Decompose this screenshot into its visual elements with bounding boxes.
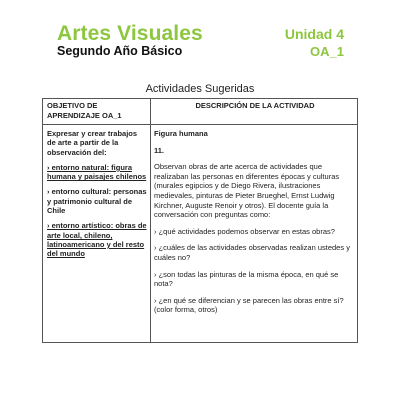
objective-item-natural: › entorno natural: figura humana y paisajes chilenos bbox=[47, 162, 147, 182]
activity-body: Observan obras de arte acerca de actividades que realizaban las personas en diferentes épocas y culturas (murales egipcios y de Diego Rivera, ilustraciones medievales, pinturas de Pieter Brueghel, Ernst Ludwig Kirchner, Auguste Renoir y otros). El docente guía la conversación con preguntas como: bbox=[154, 162, 340, 220]
activity-question-3: › ¿son todas las pinturas de la misma época, en qué se nota? bbox=[154, 269, 339, 289]
section-title: Actividades Sugeridas bbox=[145, 83, 255, 95]
objective-column-header: OBJETIVO DE APRENDIZAJE OA_1 bbox=[47, 101, 122, 120]
activities-table bbox=[42, 98, 358, 343]
activity-question-2: › ¿cuáles de las actividades observadas realizan ustedes y cuáles no? bbox=[154, 243, 350, 262]
page-title: Artes Visuales bbox=[57, 22, 203, 45]
activity-question-1: › ¿qué actividades podemos observar en estas obras? bbox=[154, 226, 335, 236]
objective-intro: Expresar y crear trabajos de arte a partir de la observación del: bbox=[47, 129, 138, 157]
activity-number: 11. bbox=[154, 145, 165, 155]
activity-heading: Figura humana bbox=[154, 129, 208, 138]
activity-column-header: DESCRIPCIÓN DE LA ACTIVIDAD bbox=[195, 101, 315, 110]
objective-item-artistic: › entorno artístico: obras de arte local, chileno, latinoamericano y del resto del mundo bbox=[47, 221, 147, 259]
activity-question-4: › ¿en qué se diferencian y se parecen las obras entre sí? (color forma, otros) bbox=[154, 295, 344, 315]
objective-item-cultural: › entorno cultural: personas y patrimonio cultural de Chile bbox=[47, 187, 147, 216]
activity-cell bbox=[154, 129, 354, 322]
header-divider bbox=[43, 124, 357, 125]
objective-cell bbox=[47, 129, 147, 265]
oa-label: OA_1 bbox=[310, 44, 344, 59]
grade-subtitle: Segundo Año Básico bbox=[57, 44, 183, 58]
column-divider bbox=[150, 99, 151, 342]
unit-label: Unidad 4 bbox=[284, 26, 344, 42]
